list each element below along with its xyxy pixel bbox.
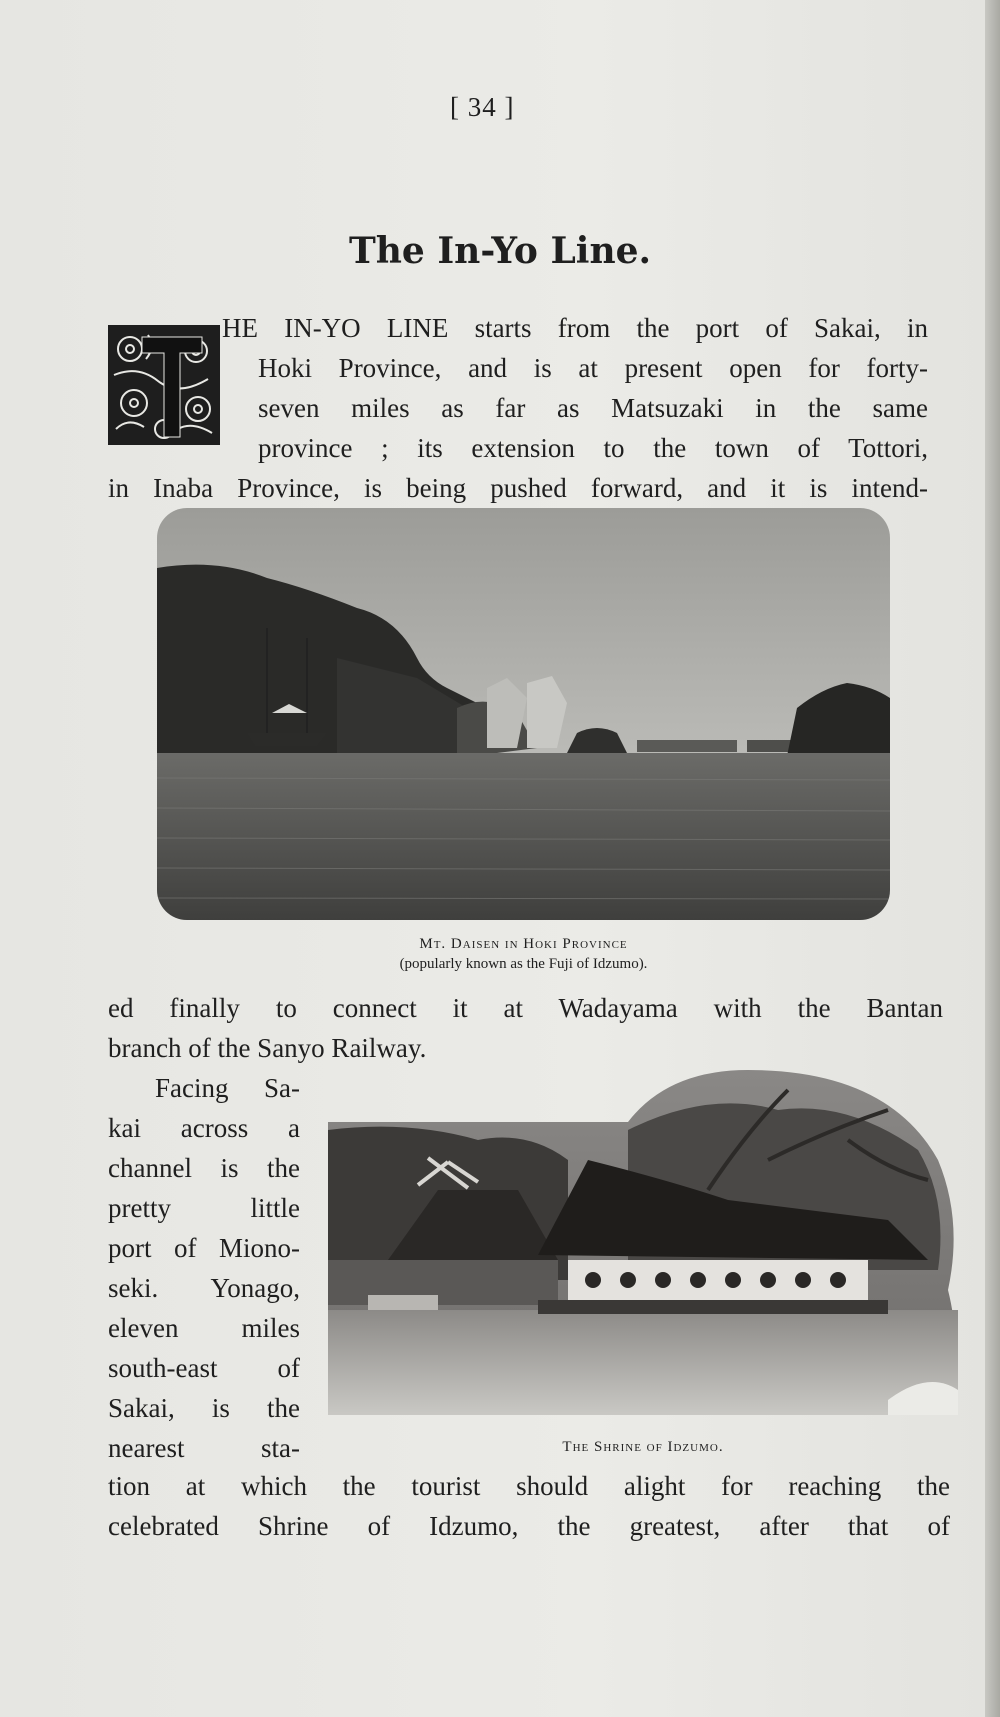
photo-caption-subtitle: (popularly known as the Fuji of Idzumo). <box>399 956 648 972</box>
text-line: Sakai, is the <box>108 1393 300 1423</box>
page-number: [ 34 ] <box>450 92 515 122</box>
text-line: tion at which the tourist should alight for reaching the <box>108 1471 950 1501</box>
text-line: seven miles as far as Matsuzaki in the same <box>258 393 928 423</box>
page-edge <box>985 0 1000 1717</box>
drop-cap <box>108 325 220 445</box>
photo-caption: The Shrine of Idzumo. <box>562 1439 724 1455</box>
text-line: HE IN-YO LINE starts from the port of Sakai, in <box>222 313 928 343</box>
text-line: kai across a <box>108 1113 300 1143</box>
text-line: port of Miono- <box>108 1233 300 1263</box>
text-line: in Inaba Province, is being pushed forward, and it is intend- <box>108 473 928 503</box>
text-line: pretty little <box>108 1193 300 1223</box>
text-line: Hoki Province, and is at present open for forty- <box>258 353 928 383</box>
text-line: eleven miles <box>108 1313 300 1343</box>
text-line: branch of the Sanyo Railway. <box>108 1033 427 1063</box>
text-line: province ; its extension to the town of Tottori, <box>258 433 928 463</box>
shrine-photo <box>328 1070 958 1415</box>
text-line: celebrated Shrine of Idzumo, the greatest, after that of <box>108 1511 950 1541</box>
text-line: Facing Sa- <box>155 1073 300 1103</box>
text-line: ed finally to connect it at Wadayama with the Bantan <box>108 993 943 1023</box>
harbour-photo <box>157 508 890 920</box>
page-title: The In-Yo Line. <box>348 230 652 272</box>
drop-cap-floral-icon <box>108 325 220 445</box>
photo-caption-title: Mt. Daisen in Hoki Province <box>419 936 628 952</box>
text-line: nearest sta- <box>108 1433 300 1463</box>
text-line: south-east of <box>108 1353 300 1383</box>
text-line: seki. Yonago, <box>108 1273 300 1303</box>
text-line: channel is the <box>108 1153 300 1183</box>
